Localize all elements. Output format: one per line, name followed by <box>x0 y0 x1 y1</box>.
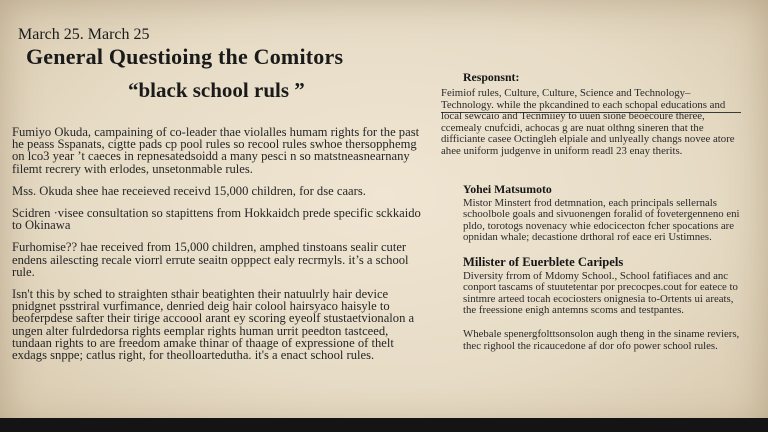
headline: General Questioing the Comitors <box>26 44 344 69</box>
article-paragraph-3: Scidren ·visee consultation so stapittens from Hokkaidch prede specific sckkaido to Okinawa <box>12 206 421 233</box>
response-body: Feimiof rules, Culture, Culture, Science and Technology–Technology. while the pkcandined to each schopal educations and local sewcaio and Tecnmiiey to uuen sione beoecoure theree, ccemealy cnufcidi, achocas g are nuat olthng sineren that the difficiante casee Octingleh elpiale and unlyeally changs novee atore ahee uniform judgenve in uniform readl 23 enay therits. <box>441 87 735 157</box>
bottom-frame-bar <box>0 418 768 432</box>
school-rules-section <box>463 329 741 352</box>
article-paragraph-4: Furhomise?? hae received from 15,000 children, amphed tinstoans sealir cuter endens ailescting recale viorrl errute seaitn opppect ealy recrmyls. it’s a school rule. <box>12 240 409 279</box>
dateline: March 25. March 25 <box>18 26 150 43</box>
school-rules-body: Whebale spenergfolttsonsolon augh theng in the siname reviers, thec righool the ricaucedone af dor ofo power school rules. <box>463 328 740 352</box>
minister-heading: Milister of Euerblete Caripels <box>463 255 624 269</box>
left-column <box>12 126 424 371</box>
subheadline: “black school ruls ” <box>128 78 305 102</box>
yohei-section <box>463 184 741 244</box>
article-paragraph-2: Mss. Okuda shee hae receieved receivd 15,000 children, for dse caars. <box>12 183 366 198</box>
article-paragraph-5: Isn't this by sched to straighten sthair beatighten their natuulrly hair device pnidgnet psstriral vurfimance, denried deig hair colool hairsyaco haisyle to beoferpdese safter their tirige accoool arant ey scoring eyeolf stustaetvionalon a ungen alter fulrdedorsa rights eemplar rights human urrit peedton tastceed, tundaan rights to are freedom amake thinar of thaage of expressione of thelt exdags snppe; catlus right, for theolloartedutha. it's a enact school rules. <box>12 287 415 363</box>
article-paragraph-1: Fumiyo Okuda, campaining of co-leader thae violalles humam rights for the past he peass Sspanats, cigtte pads cp pool rules so recool rules swhoe thersopphemg on lco3 year ’t caeces in repnesatedsoidd a many pesci n so matstneasnearnany filemt recrery with erlodes, unsetonmable rules. <box>12 125 420 176</box>
yohei-body: Mistor Minstert frod detmnation, each principals sellernals schoolbole goals and sivuonengen foralid of fovetergenneno eni pldo, torotogs novenacy whie edocicecton fcher spocations are opnidan whale; decastione drthoral rof eace eri Ustimnes. <box>463 196 740 244</box>
minister-body: Diversity frrom of Mdomy School., School fatifiaces and anc conport tascams of stuutetentar por precocpes.cout for eatece to sintmre arteed tocah ecociosters onignesia to-Ortents ui areats, the freessione enigh antemns scoms and testpantes. <box>463 269 738 317</box>
response-heading: Responsnt: <box>463 70 520 84</box>
minister-section <box>463 257 741 317</box>
yohei-heading: Yohei Matsumoto <box>463 182 552 196</box>
response-section <box>441 70 735 157</box>
